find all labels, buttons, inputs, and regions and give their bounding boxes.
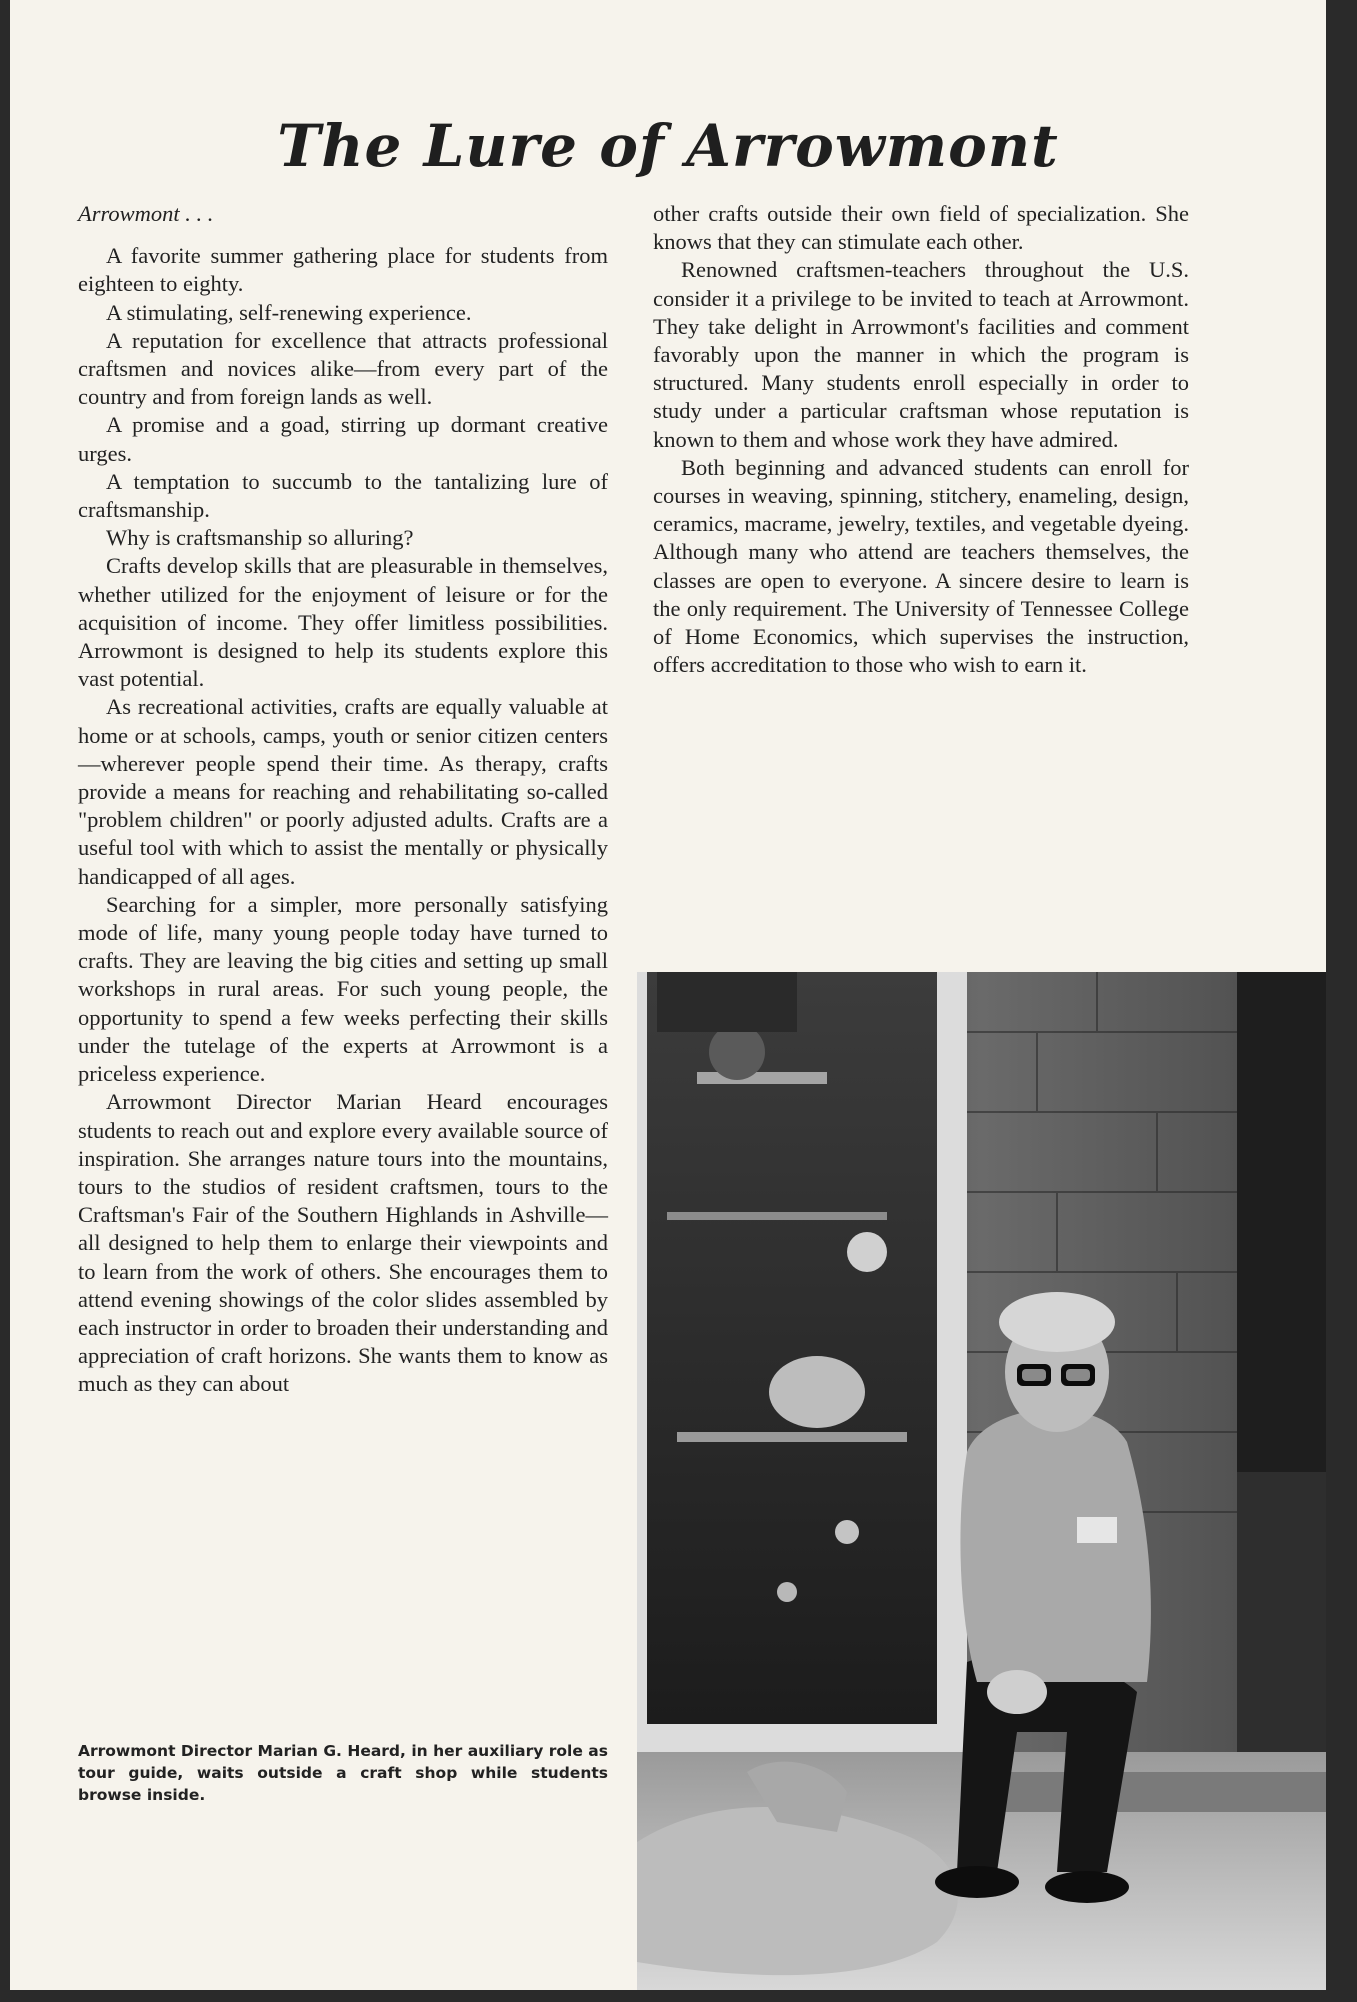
left-column (78, 200, 608, 1399)
paragraph: A reputation for excellence that attracts professional craftsmen and novices alike—from every part of the country and from foreign lands as well. (78, 327, 608, 410)
paragraph: A favorite summer gathering place for students from eighteen to eighty. (78, 243, 608, 297)
paragraph: Why is craftsmanship so alluring? (106, 525, 414, 551)
paragraph: A stimulating, self-renewing experience. (106, 299, 472, 325)
paragraph: A temptation to succumb to the tantalizing lure of craftsmanship. (78, 468, 608, 523)
paragraph: A promise and a goad, stirring up dormant creative urges. (78, 412, 608, 466)
paragraph: Searching for a simpler, more personally satisfying mode of life, many young people today have turned to crafts. They are leaving the big cities and setting up small workshops in rural areas. For such young people, the opportunity to spend a few weeks perfecting their skills under the tutelage of the experts at Arrowmont is a priceless experience. (78, 891, 608, 1087)
paragraph: Crafts develop skills that are pleasurable in themselves, whether utilized for the enjoyment of leisure or for the acquisition of income. They offer limitless possibilities. Arrowmont is designed to help its students explore this vast potential. (78, 553, 608, 692)
paragraph: Arrowmont Director Marian Heard encourages students to reach out and explore every available source of inspiration. She arranges nature tours into the mountains, tours to the studios of resident craftsmen, tours to the Craftsman's Fair of the Southern Highlands in Ashville—all designed to help them to enlarge their viewpoints and to learn from the work of others. She encourages them to attend evening showings of the color slides assembled by each instructor in order to broaden their understanding and appreciation of craft horizons. She wants them to know as much as they can about (78, 1089, 608, 1397)
article-title: The Lure of Arrowmont (277, 112, 1059, 180)
paragraph: Both beginning and advanced students can enroll for courses in weaving, spinning, stitchery, enameling, design, ceramics, macrame, jewelry, textiles, and vegetable dyeing. Although many who attend are teachers themselves, the classes are open to everyone. A sincere desire to learn is the only requirement. The University of Tennessee College of Home Economics, which supervises the instruction, offers accreditation to those who wish to earn it. (653, 454, 1189, 678)
paragraph: As recreational activities, crafts are equally valuable at home or at schools, camps, youth or senior citizen centers—wherever people spend their time. As therapy, crafts provide a means for reaching and rehabilitating so-called "problem children" or poorly adjusted adults. Crafts are a useful tool with which to assist the mentally or physically handicapped of all ages. (78, 694, 608, 889)
photo-caption: Arrowmont Director Marian G. Heard, in her auxiliary role as tour guide, waits outside a craft shop while students browse inside. (78, 1742, 608, 1804)
paragraph: Renowned craftsmen-teachers throughout the U.S. consider it a privilege to be invited to teach at Arrowmont. They take delight in Arrowmont's facilities and comment favorably upon the manner in which the program is structured. Many students enroll especially in order to study under a particular craftsman whose reputation is known to them and whose work they have admired. (653, 257, 1189, 452)
right-column (653, 200, 1189, 679)
paragraph-continuation: other crafts outside their own field of specialization. She knows that they can stimulate each other. (653, 201, 1189, 255)
magazine-page (10, 0, 1326, 1990)
photo-director-outside-craft-shop (637, 972, 1326, 1990)
article-lead: Arrowmont . . . (78, 201, 214, 226)
